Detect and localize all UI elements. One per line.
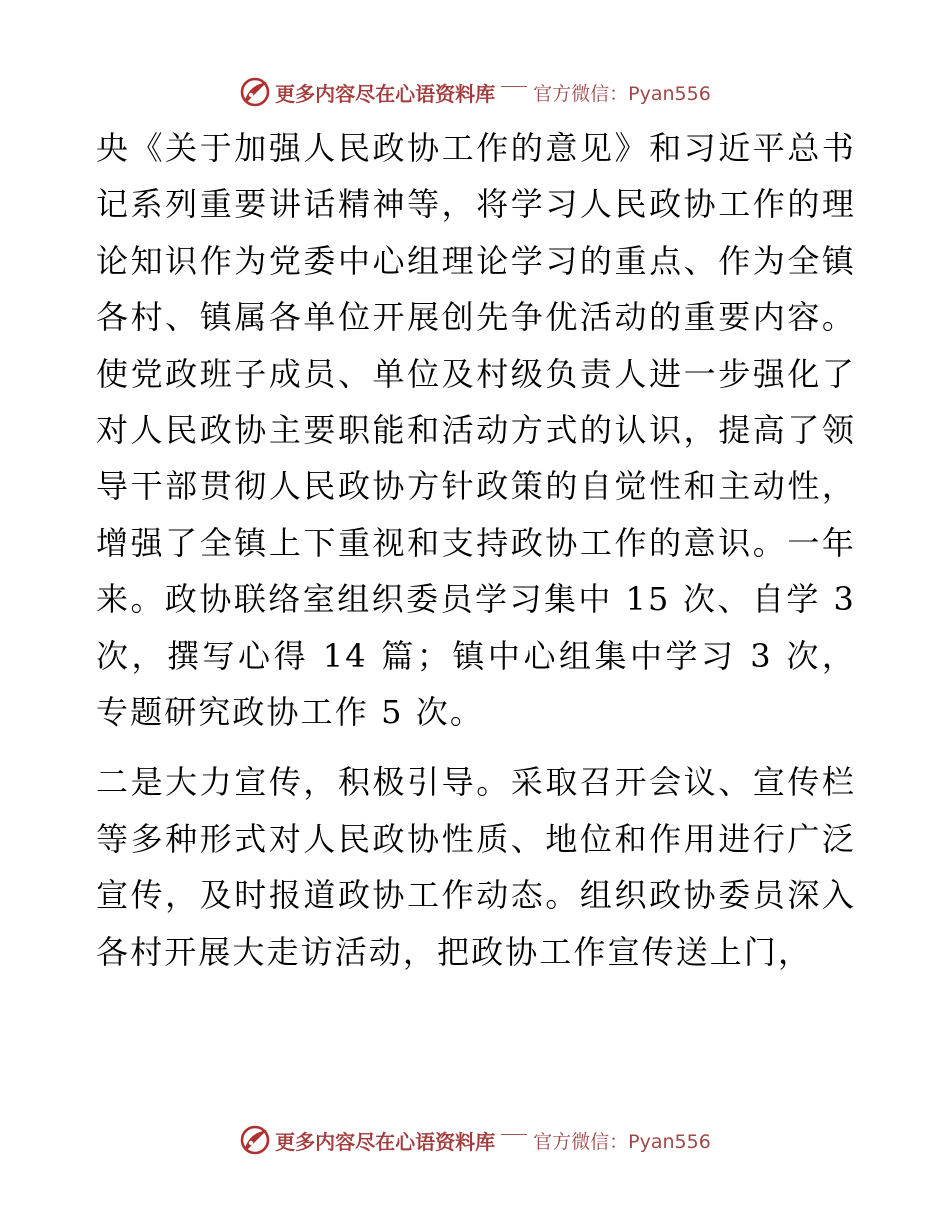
header-watermark-text: 更多内容尽在心语资料库	[275, 81, 496, 106]
footer-watermark-dash	[501, 1134, 527, 1135]
header-watermark-dash	[501, 86, 527, 87]
header-watermark	[0, 72, 950, 112]
footer-watermark-text: 更多内容尽在心语资料库	[275, 1129, 496, 1154]
pen-logo-icon	[239, 76, 271, 108]
paragraph-1: 央《关于加强人民政协工作的意见》和习近平总书记系列重要讲话精神等，将学习人民政协工作的理论知识作为党委中心组理论学习的重点、作为全镇各村、镇属各单位开展创先争优活动的重要内容。使党政班子成员、单位及村级负责人进一步强化了对人民政协主要职能和活动方式的认识，提高了领导干部贯彻人民政协方针政策的自觉性和主动性，增强了全镇上下重视和支持政协工作的意识。一年来。政协联络室组织委员学习集中 15 次、自学 3 次，撰写心得 14 篇；镇中心组集中学习 3 次，专题研究政协工作 5 次。	[96, 129, 856, 732]
header-watermark-wechat: 官方微信：Pyan556	[533, 82, 711, 105]
footer-watermark	[0, 1120, 950, 1160]
footer-watermark-wechat: 官方微信：Pyan556	[533, 1130, 711, 1153]
paragraph-2: 二是大力宣传，积极引导。采取召开会议、宣传栏等多种形式对人民政协性质、地位和作用进行广泛宣传，及时报道政协工作动态。组织政协委员深入各村开展大走访活动，把政协工作宣传送上门，	[96, 763, 856, 971]
pen-logo-icon	[239, 1124, 271, 1156]
document-body	[96, 120, 856, 980]
